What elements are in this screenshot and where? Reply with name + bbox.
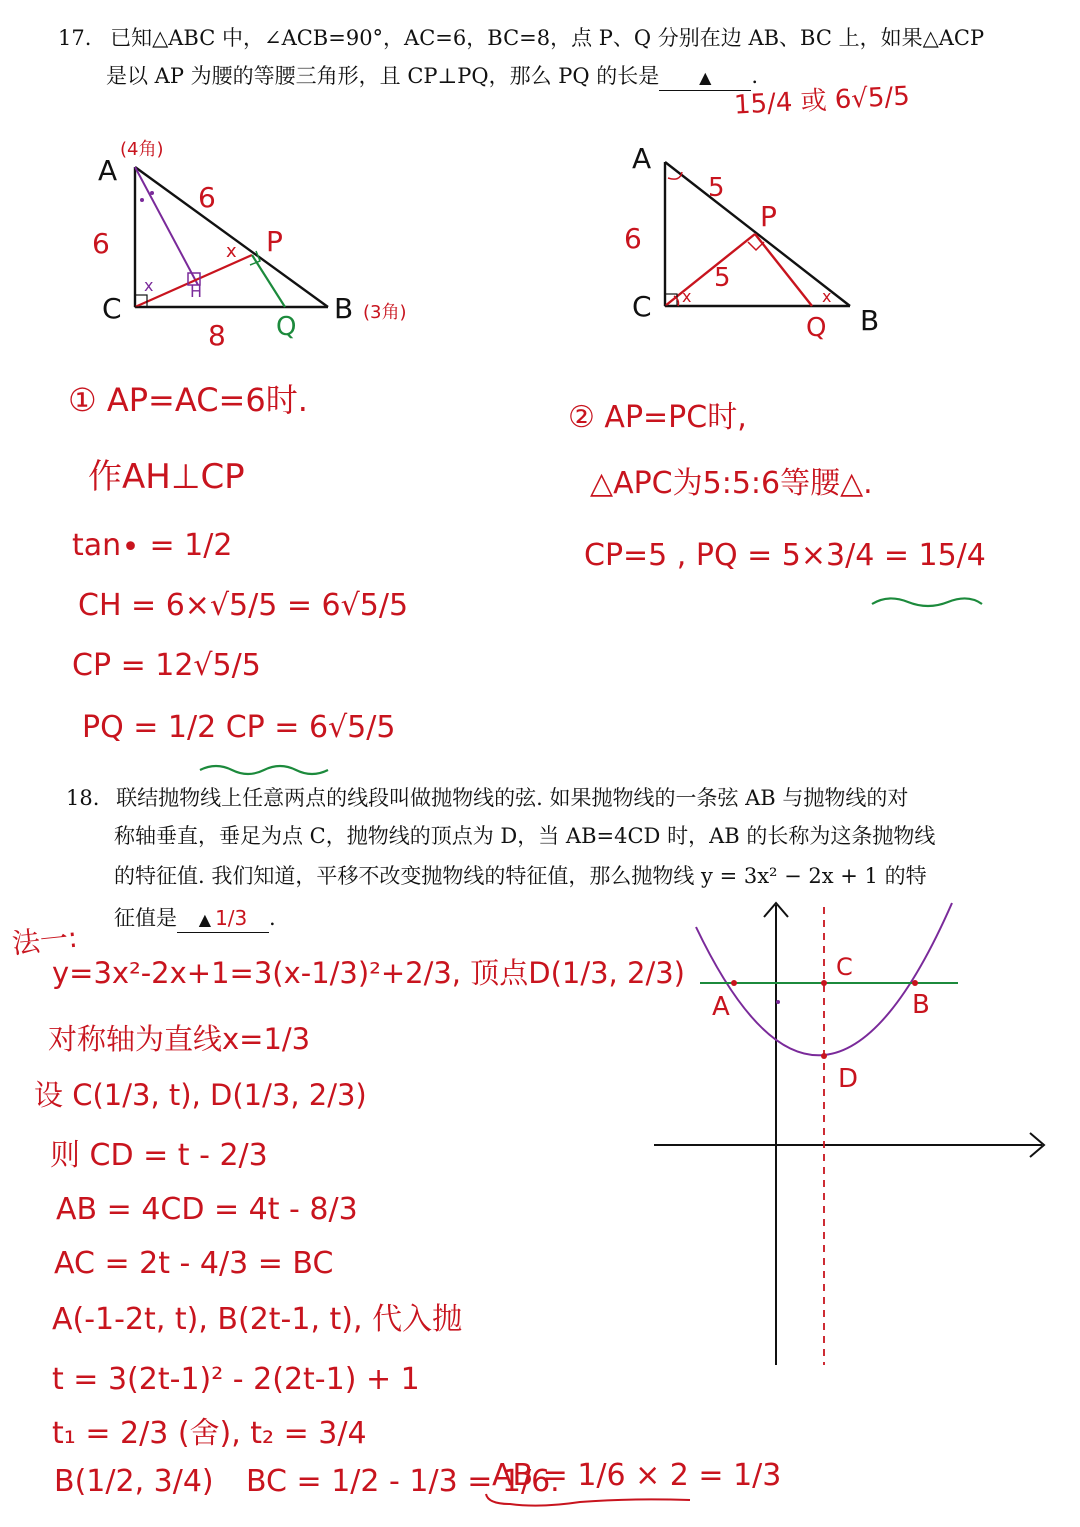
graph-point-c <box>821 980 827 986</box>
q18-sol-line4: 则 CD = t - 2/3 <box>50 1138 268 1173</box>
q17-text-2: 是以 AP 为腰的等腰三角形，且 CP⊥PQ，那么 PQ 的长是 <box>106 64 660 88</box>
fig1-note-a: (4角) <box>120 139 164 160</box>
fig1-label-b: B <box>334 292 354 325</box>
fig2-label-p: P <box>760 200 777 233</box>
q18-sol-line9: t₁ = 2/3 (舍), t₂ = 3/4 <box>52 1416 367 1451</box>
q18-sol-line2: 对称轴为直线x=1/3 <box>48 1022 311 1056</box>
fig2-length-ac: 6 <box>624 222 642 255</box>
fig2-line-cp <box>665 234 755 306</box>
fig1-side-ab <box>135 167 328 307</box>
fig2-label-b: B <box>860 304 880 337</box>
q17-case1-line3: tan∙ = 1/2 <box>72 528 233 563</box>
q17-case1-line1: ① AP=AC=6时. <box>68 381 308 419</box>
fig1-note-b: (3角) <box>363 302 407 323</box>
q18-sol-line6: AC = 2t - 4/3 = BC <box>54 1246 334 1281</box>
fig1-length-ap: 6 <box>198 181 216 214</box>
fig1-label-p: P <box>266 225 283 258</box>
fig1-length-ac: 6 <box>92 227 110 260</box>
q17-case1-underline <box>196 760 336 780</box>
graph-point-d <box>821 1053 827 1059</box>
fig1-label-c: C <box>102 292 122 325</box>
q17-answer-note: 15/4 或 6√5/5 <box>733 81 911 121</box>
fig1-length-bc: 8 <box>208 319 226 352</box>
q18-graph <box>650 895 1060 1375</box>
fig2-length-ap: 5 <box>708 173 725 203</box>
q18-sol-line11: BC = 1/2 - 1/3 = 1/6. <box>246 1464 560 1499</box>
fig1-label-a: A <box>98 154 118 187</box>
graph-label-b: B <box>912 990 930 1020</box>
q18-blank-mark: ▲ <box>198 910 212 929</box>
q18-sol-line5: AB = 4CD = 4t - 8/3 <box>56 1192 358 1227</box>
fig1-label-q: Q <box>276 312 297 342</box>
q18-line4: 征值是 ▲ 1/3 . <box>114 904 276 933</box>
q17-case2-underline <box>868 592 988 612</box>
q17-case2-line3: CP=5 , PQ = 5×3/4 = 15/4 <box>584 538 986 573</box>
graph-label-a: A <box>712 992 730 1022</box>
q18-sol-line1: y=3x²-2x+1=3(x-1/3)²+2/3, 顶点D(1/3, 2/3) <box>52 956 685 990</box>
graph-point-a <box>731 980 737 986</box>
q18-line2: 称轴垂直，垂足为点 C，抛物线的顶点为 D，当 AB=4CD 时，AB 的长称为这条抛物线 <box>114 824 936 848</box>
q18-sol-line10: B(1/2, 3/4) <box>54 1464 214 1499</box>
fig1-line-ah <box>135 167 198 285</box>
fig1-mark-x: x <box>226 241 237 262</box>
fig1-label-h: H <box>190 282 203 301</box>
graph-label-c: C <box>836 953 853 981</box>
fig2-label-q: Q <box>806 313 827 343</box>
q18-text-4: 征值是 <box>114 906 177 930</box>
graph-dot <box>776 1000 780 1004</box>
q18-sol-line3: 设 C(1/3, t), D(1/3, 2/3) <box>34 1078 367 1112</box>
q17-line1 <box>58 24 984 52</box>
fig2-label-c: C <box>632 290 652 323</box>
q17-case2-line2: △APC为5:5:6等腰△. <box>590 466 873 501</box>
q17-figure-2 <box>610 130 910 350</box>
q18-line3: 的特征值. 我们知道，平移不改变抛物线的特征值，那么抛物线 y = 3x² − 2x + 1 的特 <box>114 864 927 888</box>
fig2-label-a: A <box>632 142 652 175</box>
q18-blank <box>177 904 269 933</box>
fig1-mark-x2: x <box>144 276 154 295</box>
q17-number: 17. <box>58 26 92 50</box>
fig2-mark-x: x <box>682 287 692 306</box>
q17-blank <box>659 62 751 91</box>
q17-case1-line6: PQ = 1/2 CP = 6√5/5 <box>82 710 396 745</box>
q18-method-label: 法一: <box>10 920 79 961</box>
q18-blank-answer: 1/3 <box>215 906 248 930</box>
graph-label-d: D <box>838 1064 859 1094</box>
q17-blank-mark: ▲ <box>699 68 712 87</box>
fig2-length-cp: 5 <box>714 263 731 293</box>
q17-figure-1 <box>80 125 440 355</box>
fig2-mark-x2: x <box>822 287 832 306</box>
q17-text-1: 已知△ABC 中，∠ACB=90°，AC=6，BC=8，点 P、Q 分别在边 AB、BC 上，如果△ACP <box>110 26 985 50</box>
q18-sol-line12: AB = 1/6 × 2 = 1/3 <box>492 1458 782 1493</box>
fig1-dot <box>140 198 144 202</box>
graph-point-b <box>912 980 918 986</box>
q17-case1-line2: 作AH⊥CP <box>88 457 245 497</box>
fig1-dot <box>150 191 154 195</box>
q18-text-1: 联结抛物线上任意两点的线段叫做抛物线的弦. 如果抛物线的一条弦 AB 与抛物线的对 <box>116 786 909 810</box>
q17-case1-line4: CH = 6×√5/5 = 6√5/5 <box>78 588 409 623</box>
q17-case1-line5: CP = 12√5/5 <box>72 648 261 683</box>
q18-sol-line7: A(-1-2t, t), B(2t-1, t), 代入抛 <box>52 1302 463 1337</box>
q18-line1 <box>66 784 908 812</box>
q17-case2-line1: ② AP=PC时, <box>568 400 747 435</box>
q18-number: 18. <box>66 786 100 810</box>
q17-line2: 是以 AP 为腰的等腰三角形，且 CP⊥PQ，那么 PQ 的长是 ▲ . <box>106 62 758 91</box>
q18-sol-line8: t = 3(2t-1)² - 2(2t-1) + 1 <box>52 1362 420 1397</box>
q18-answer-underline <box>480 1490 700 1514</box>
